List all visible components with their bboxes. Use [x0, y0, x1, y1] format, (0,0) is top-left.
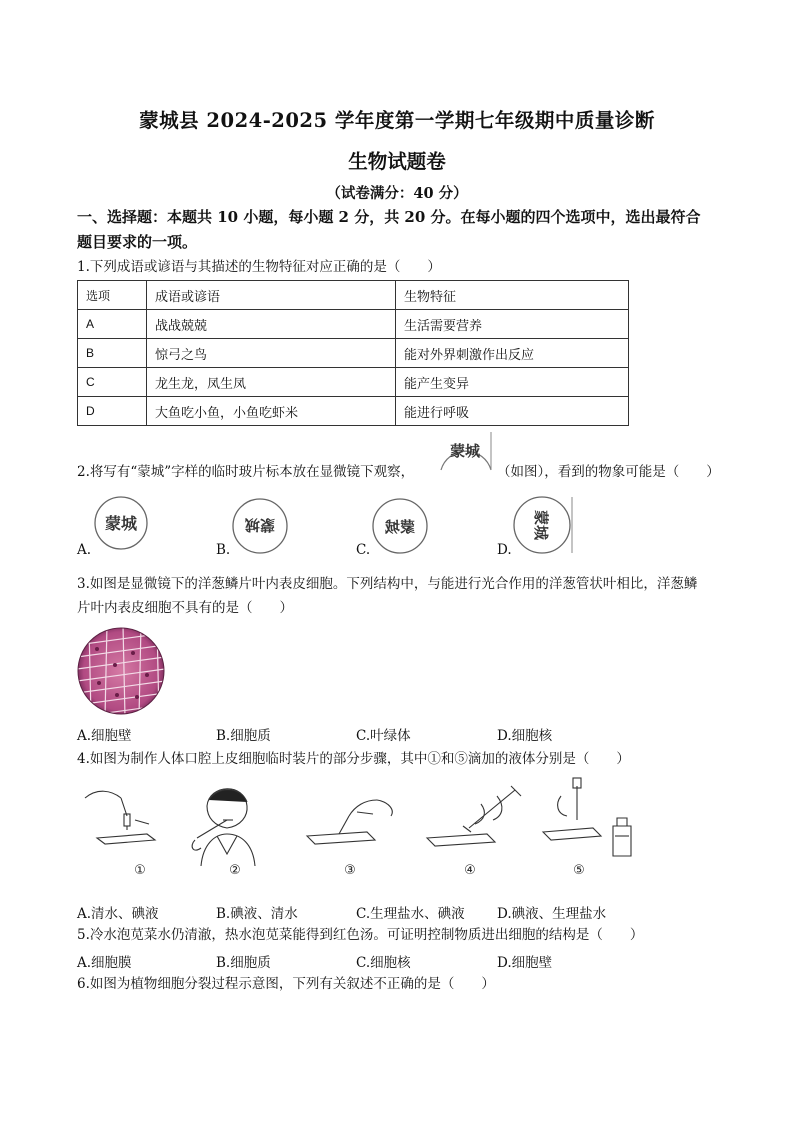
step-5-illustration: [543, 778, 631, 856]
table-cell: B: [78, 339, 147, 368]
option-b-label: B.: [216, 542, 231, 558]
section-heading: 一、选择题：本题共 10 小题，每小题 2 分，共 20 分。在每小题的四个选项中，选出最符合: [77, 208, 701, 226]
option-c-image: [368, 496, 432, 556]
slide-prep-steps-figure: [77, 776, 637, 876]
step-3-illustration: [307, 800, 392, 844]
question-3-stem: 3.如图是显微镜下的洋葱鳞片叶内表皮细胞。下列结构中，与能进行光合作用的洋葱管状叶相比，洋葱鳞: [77, 576, 698, 592]
section-heading-cont: 题目要求的一项。: [77, 233, 198, 251]
option-b-text: 蒙城: [244, 516, 276, 534]
table-header: 选项: [78, 281, 147, 310]
table-cell: A: [78, 310, 147, 339]
option-a-label: A.: [77, 542, 92, 558]
step-2-illustration: [192, 789, 255, 866]
question-5-option-b: B.细胞质: [216, 955, 271, 971]
full-score: （试卷满分：40 分）: [326, 185, 468, 202]
question-3-stem-cont: 片叶内表皮细胞不具有的是（ ）: [77, 600, 293, 616]
table-cell: 龙生龙，凤生凤: [147, 368, 396, 397]
question-3-option-c: C.叶绿体: [356, 728, 411, 744]
option-c-text: 蒙城: [384, 518, 416, 536]
option-d-image: [510, 494, 576, 556]
step-label-3: ③: [344, 863, 356, 876]
step-label-1: ①: [134, 863, 146, 876]
question-4-option-a: A.清水、碘液: [77, 906, 159, 922]
table-row: [78, 397, 629, 426]
step-label-4: ④: [464, 863, 476, 876]
option-d-label: D.: [497, 542, 512, 558]
option-d-text: 蒙城: [532, 509, 550, 541]
option-a-image: [88, 494, 156, 552]
question-2-stem-a: 2.将写有“蒙城”字样的临时玻片标本放在显微镜下观察，: [77, 464, 415, 480]
question-4-stem: 4.如图为制作人体口腔上皮细胞临时装片的部分步骤，其中①和⑤滴加的液体分别是（ ）: [77, 751, 630, 767]
table-cell: 能产生变异: [396, 368, 629, 397]
table-row: [78, 310, 629, 339]
table-row: [78, 368, 629, 397]
table-cell: 惊弓之鸟: [147, 339, 396, 368]
table-cell: 能进行呼吸: [396, 397, 629, 426]
table-header: 生物特征: [396, 281, 629, 310]
option-a-text: 蒙城: [104, 514, 138, 533]
table-cell: D: [78, 397, 147, 426]
step-label-2: ②: [229, 863, 241, 876]
question-4-option-d: D.碘液、生理盐水: [497, 906, 607, 922]
option-c-label: C.: [356, 542, 371, 558]
stamp-text: 蒙城: [449, 442, 481, 460]
table-cell: C: [78, 368, 147, 397]
onion-cell-micrograph: [77, 625, 165, 717]
table-header-row: [78, 281, 629, 310]
slide-stamp-image: [437, 426, 495, 476]
question-4-option-b: B.碘液、清水: [216, 906, 298, 922]
question-5-stem: 5.冷水泡苋菜水仍清澈，热水泡苋菜能得到红色汤。可证明控制物质进出细胞的结构是（ ）: [77, 927, 644, 943]
option-b-image: [228, 496, 292, 556]
step-label-5: ⑤: [573, 863, 585, 876]
question-3-option-b: B.细胞质: [216, 728, 271, 744]
question-1-table: [77, 280, 629, 426]
question-2-stem-b: （如图），看到的物象可能是（ ）: [497, 464, 720, 480]
question-5-option-c: C.细胞核: [356, 955, 411, 971]
question-4-option-c: C.生理盐水、碘液: [356, 906, 465, 922]
step-4-illustration: [427, 786, 521, 846]
question-6-stem: 6.如图为植物细胞分裂过程示意图，下列有关叙述不正确的是（ ）: [77, 976, 495, 992]
table-cell: 生活需要营养: [396, 310, 629, 339]
table-header: 成语或谚语: [147, 281, 396, 310]
question-5-option-a: A.细胞膜: [77, 955, 132, 971]
exam-title: 蒙城县 2024-2025 学年度第一学期七年级期中质量诊断: [139, 109, 655, 132]
table-cell: 大鱼吃小鱼，小鱼吃虾米: [147, 397, 396, 426]
question-1-stem: 1.下列成语或谚语与其描述的生物特征对应正确的是（ ）: [77, 259, 441, 275]
table-cell: 能对外界刺激作出反应: [396, 339, 629, 368]
table-row: [78, 339, 629, 368]
question-3-option-d: D.细胞核: [497, 728, 553, 744]
step-1-illustration: [85, 791, 155, 844]
question-5-option-d: D.细胞壁: [497, 955, 553, 971]
question-3-option-a: A.细胞壁: [77, 728, 132, 744]
exam-subtitle: 生物试题卷: [348, 150, 446, 173]
table-cell: 战战兢兢: [147, 310, 396, 339]
